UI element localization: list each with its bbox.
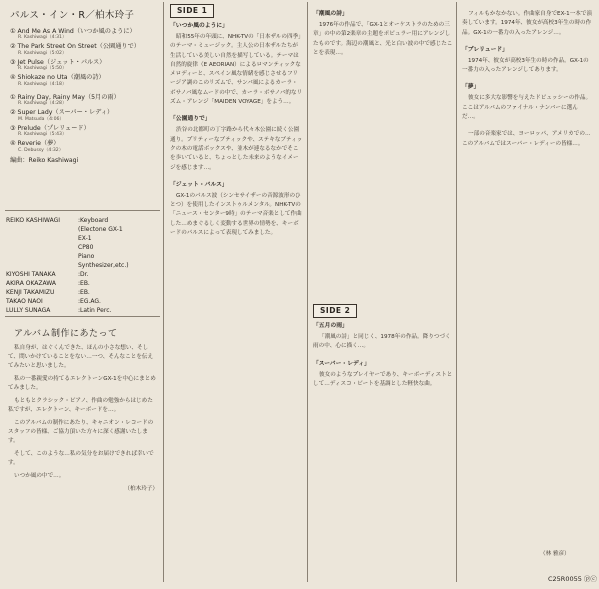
section-text: 渋谷の北都町の丁字路から代々木公園に続く公園通り。プリティーなブティックや、ステキなブティックの木の電話ボックスや、並木が連なるなかでそこを歩いていると、ちょっとした未来のようなイメージを感じます…。 <box>170 127 303 171</box>
track-title: ② The Park Street On Street（公園通りで） <box>10 43 140 51</box>
section-text: 1974年、彼女が高校3年生の時の作品。GX-1の一番力の入ったアレンジしてあります。 <box>462 57 589 74</box>
personnel-row <box>6 216 162 225</box>
catalog-number: C25R0055 ⓟⓒ <box>548 575 597 583</box>
essay-paragraph: そして、このような…私の気分をお届けできれば幸いです。 <box>8 451 154 466</box>
track-credit: C. Debussy（4:32） <box>18 147 64 153</box>
musician-role: :Latin Perc. <box>78 307 112 314</box>
musician-name: TAKAO NAOI <box>6 298 43 305</box>
personnel-row <box>6 279 162 288</box>
personnel-list <box>6 216 162 315</box>
essay-paragraph: もともとクラシック・ピアノ、作曲の勉強からはじめた私ですが、エレクトーン、キーボードを…。 <box>8 398 153 413</box>
essay-signature: （柏木玲子） <box>124 486 158 492</box>
section-text: 「潮風の詩」と同じく、1978年の作品。降りつづく雨の中、心に描く…。 <box>313 334 451 350</box>
personnel-row <box>6 270 162 279</box>
section-heading: 「夢」 <box>462 84 480 91</box>
musician-name: KENJI TAKAMIZU <box>6 289 55 296</box>
side2-label: SIDE 2 <box>313 304 357 318</box>
essay-paragraph: 私自身が、はぐくんできた、ほんの小さな想い、そして、問いかけていることをない…一つ、そんなことを伝えてみたいと思いました。 <box>8 345 154 369</box>
note-section <box>462 10 594 38</box>
essay-paragraph: いつか風の中で…。 <box>14 473 65 479</box>
musician-role: Piano <box>78 253 95 260</box>
track-item <box>10 94 160 108</box>
arrangement-credit: 編曲：Reiko Kashiwagi <box>10 156 79 164</box>
musician-name <box>6 252 78 261</box>
track-item <box>10 125 160 139</box>
track-credit: R. Kashiwagi（5:50） <box>18 66 67 72</box>
personnel-row <box>6 297 162 306</box>
essay-paragraph: このアルバムの制作にあたり、キャニオン・レコードのスタッフの皆様、ご協力頂いた方々に深く感謝いたします。 <box>8 420 154 444</box>
musician-role: Synthesizer,etc.) <box>78 262 129 269</box>
musician-name <box>6 234 78 243</box>
musician-name: REIKO KASHIWAGI <box>6 217 61 224</box>
note-section <box>462 130 594 149</box>
track-credit: R. Kashiwagi（4:31） <box>18 35 67 41</box>
side2-notes-top <box>313 10 453 66</box>
section-text: フィルもかなかない。作曲家自身でEX-1一本で演奏しています。1974年、彼女が高校3年生の時の作品。GX-1の一番力の入ったアレンジ…。 <box>462 11 593 36</box>
track-item <box>10 109 160 123</box>
track-credit: R. Kashiwagi（4:18） <box>18 81 67 87</box>
side1-label: SIDE 1 <box>170 4 214 18</box>
track-item <box>10 74 160 88</box>
personnel-row <box>6 225 162 234</box>
essay-body <box>8 344 158 494</box>
track-list <box>10 28 160 154</box>
track-credit: M. Matsuda（4:06） <box>18 116 65 122</box>
section-heading: 「プレリュード」 <box>462 46 508 53</box>
personnel-row <box>6 261 162 270</box>
track-item <box>10 140 160 154</box>
essay-paragraph: 私の一番親愛の持てるエレクトーンGX-1を中心にまとめてみました。 <box>8 376 156 391</box>
section-heading: 「ジェット・パルス」 <box>170 181 228 188</box>
note-section <box>313 322 453 352</box>
musician-role: :EB. <box>78 289 90 296</box>
note-section <box>170 181 303 238</box>
musician-role: EX-1 <box>78 235 92 242</box>
section-heading: 「五月の雨」 <box>313 323 348 329</box>
section-heading: 「潮風の詩」 <box>313 11 348 17</box>
track-item <box>10 28 160 42</box>
section-heading: 「いつか風のように」 <box>170 23 228 29</box>
musician-name <box>6 243 78 252</box>
musician-name: AKIRA OKAZAWA <box>6 280 56 287</box>
note-section <box>313 10 453 58</box>
musician-role: CP80 <box>78 244 94 251</box>
personnel-row <box>6 306 162 315</box>
note-section <box>170 22 303 107</box>
column-divider-1 <box>163 2 164 582</box>
side2-notes-cont <box>462 10 594 157</box>
note-section <box>313 360 453 390</box>
column-divider-3 <box>456 2 457 582</box>
musician-role: :Keyboard <box>78 217 109 224</box>
musician-name: LULLY SUNAGA <box>6 307 51 314</box>
note-section <box>462 83 594 122</box>
album-title: パルス・イン・R／柏木玲子 <box>10 10 135 21</box>
musician-role: :EB. <box>78 280 90 287</box>
note-section <box>462 46 594 76</box>
section-text: 一部の音楽家では、ヨーロッパ、アメリカでの…このアルバムではスーパー・レディーの皆様…。 <box>462 131 591 147</box>
musician-name <box>6 225 78 234</box>
track-title: ① And Me As A Wind（いつか風のように） <box>10 27 136 35</box>
track-item <box>10 59 160 73</box>
note-section <box>170 115 303 172</box>
personnel-divider <box>5 316 160 317</box>
track-credit: R. Kashiwagi（4:28） <box>18 101 67 107</box>
musician-name <box>6 261 78 270</box>
tracklist-panel <box>10 12 160 164</box>
track-title: ② Super Lady（スーパー・レディ） <box>10 109 114 117</box>
musician-role: :EG.AG. <box>78 298 101 305</box>
track-credit: R. Kashiwagi（5:02） <box>18 50 67 56</box>
personnel-row <box>6 252 162 261</box>
track-title: ① Rainy Day, Rainy May（5月の雨） <box>10 93 120 101</box>
musician-role: (Electone GX-1 <box>78 226 123 233</box>
side2-notes <box>313 322 453 397</box>
section-text: 1976年の作品で、「GX-1とオーケストラのための三章」の中の第2楽章の主題をポピュラー用にアレンジしたものです。海辺の潮風と、光と白い波の中で感じたことを表現…。 <box>313 22 453 56</box>
track-title: ③ Jet Pulse（ジェット・パルス） <box>10 58 106 66</box>
track-title: ④ Reverie（夢） <box>10 140 60 148</box>
track-title: ③ Prelude（プレリュード） <box>10 124 90 132</box>
notes-signature: （林 雅彦） <box>540 551 570 557</box>
musician-name: KIYOSHI TANAKA <box>6 271 56 278</box>
section-text: 昭和55年の年頭に、NHK-TVの「日本ザルの四季」のテーマ・ミュージック。主人公の日本ザルたちが生活している美しい自然を描写している。テーマは自然的旋律（E AEORIAN）によるロマンティックなメロディーと、スペイン風な情緒を感じさせるフリージア調のこのリズムで、サンバ風によるカーラ・ボサノバ風なムードの中で、カーラ・ボサノバ的なリズム・アレンジ「MAIDEN VOYAGE」をよう…。 <box>170 34 303 106</box>
track-title: ④ Shiokaze no Uta（潮風の詩） <box>10 74 105 82</box>
section-text: GX-1のパルス波（シンセサイザーの音源波形のひとつ）を使用したインストゥルメンタル。NHK-TVの「ニュース・センター9時」のテーマ音楽として作曲した…めまぐるしく変動する世界の情勢を、キーボードのパルスによって表現してみました。 <box>170 192 302 237</box>
section-heading: 「公園通りで」 <box>170 116 211 123</box>
section-text: 彼女のようなプレイヤーであり、キーボーディストとして…ディスコ・ビートを基調とした軽快な曲。 <box>313 371 453 387</box>
track-credit: R. Kashiwagi（5:43） <box>18 132 67 138</box>
side1-notes <box>170 22 303 246</box>
section-heading: 「スーパー・レディ」 <box>313 360 370 367</box>
track-item <box>10 43 160 57</box>
personnel-row <box>6 234 162 243</box>
essay-title: アルバム制作にあたって <box>14 329 118 339</box>
personnel-row <box>6 288 162 297</box>
column-divider-2 <box>307 2 308 582</box>
tracklist-divider <box>5 210 160 211</box>
personnel-row <box>6 243 162 252</box>
section-text: 彼女に多大な影響を与えたドビュッシーの作品。ここはアルバムのファイナル・ナンバーに選んだ…。 <box>462 95 592 121</box>
musician-role: :Dr. <box>78 271 89 278</box>
